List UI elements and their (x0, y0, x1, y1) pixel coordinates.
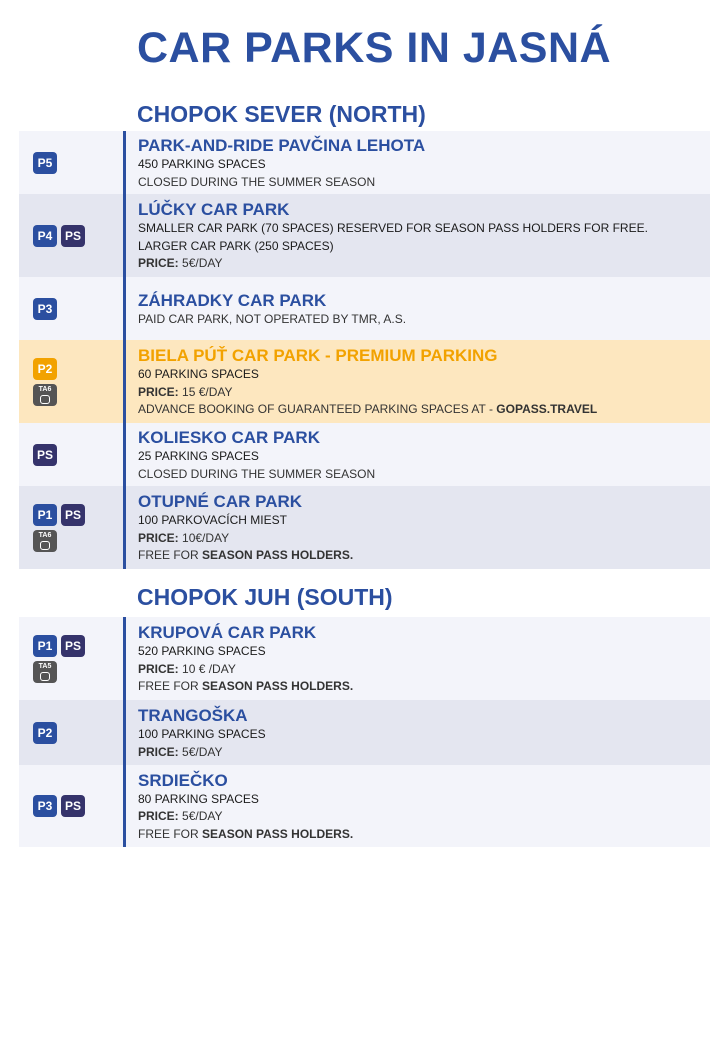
note-text: CLOSED DURING THE SUMMER SEASON (138, 174, 376, 189)
capacity-text: 80 PARKING SPACES (138, 791, 259, 806)
capacity-text: 450 PARKING SPACES (138, 157, 266, 171)
parking-p1-icon: P1 (33, 504, 57, 526)
north-car-park-list (19, 131, 710, 569)
car-park-name: KRUPOVÁ CAR PARK (138, 623, 317, 643)
price-text: PRICE: 10€/DAY (138, 530, 230, 545)
parking-ps-icon: PS (61, 635, 85, 657)
car-park-row (19, 277, 710, 340)
parking-p3-icon: P3 (33, 298, 57, 320)
parking-ps-icon: PS (61, 504, 85, 526)
price-text: PRICE: 15 €/DAY (138, 384, 233, 399)
price-text: PRICE: 10 € /DAY (138, 661, 236, 676)
car-park-row-premium (19, 340, 710, 423)
note-text: FREE FOR SEASON PASS HOLDERS. (138, 679, 354, 694)
bus-stop-ta5-icon: TA5 (33, 661, 57, 683)
price-text: PRICE: 5€/DAY (138, 744, 223, 759)
note-text: FREE FOR SEASON PASS HOLDERS. (138, 548, 354, 563)
note-text: PAID CAR PARK, NOT OPERATED BY TMR, A.S. (138, 311, 407, 326)
note-text: FREE FOR SEASON PASS HOLDERS. (138, 826, 354, 841)
car-park-row (19, 131, 710, 194)
parking-p5-icon: P5 (33, 152, 57, 174)
booking-text: ADVANCE BOOKING OF GUARANTEED PARKING SPACES AT - GOPASS.TRAVEL (138, 402, 598, 417)
car-park-name: OTUPNÉ CAR PARK (138, 492, 303, 512)
car-park-name: TRANGOŠKA (138, 706, 248, 725)
capacity-text: 60 PARKING SPACES (138, 367, 259, 382)
capacity-text: 100 PARKOVACÍCH MIEST (138, 513, 287, 528)
car-park-row (19, 423, 710, 486)
price-text: PRICE: 5€/DAY (138, 809, 223, 824)
capacity-text: 25 PARKING SPACES (138, 449, 259, 463)
capacity-text: LARGER CAR PARK (250 SPACES) (138, 238, 334, 253)
car-park-name: ZÁHRADKY CAR PARK (138, 290, 327, 310)
capacity-text: 100 PARKING SPACES (138, 727, 266, 741)
car-park-name: LÚČKY CAR PARK (138, 200, 290, 220)
parking-p3-icon: P3 (33, 795, 57, 817)
south-car-park-list (19, 617, 710, 847)
capacity-text: 520 PARKING SPACES (138, 644, 266, 659)
parking-p2-icon: P2 (33, 722, 57, 744)
car-park-row (19, 765, 710, 847)
note-text: CLOSED DURING THE SUMMER SEASON (138, 466, 376, 481)
car-park-name: SRDIEČKO (138, 770, 228, 790)
parking-ps-icon: PS (33, 444, 57, 466)
capacity-text: SMALLER CAR PARK (70 SPACES) RESERVED FOR SEASON PASS HOLDERS FOR FREE. (138, 221, 648, 236)
parking-p4-icon: P4 (33, 225, 57, 247)
car-park-row (19, 700, 710, 765)
section-heading-north: CHOPOK SEVER (NORTH) (137, 101, 426, 127)
parking-p1-icon: P1 (33, 635, 57, 657)
gopass-link[interactable]: GOPASS.TRAVEL (496, 402, 598, 417)
bus-stop-ta6-icon: TA6 (33, 530, 57, 552)
car-park-name: PARK-AND-RIDE PAVČINA LEHOTA (138, 136, 426, 155)
car-park-name: KOLIESKO CAR PARK (138, 428, 320, 447)
car-park-row (19, 617, 710, 700)
car-park-name: BIELA PÚŤ CAR PARK - PREMIUM PARKING (138, 346, 498, 366)
bus-stop-ta6-icon: TA6 (33, 384, 57, 406)
page-title: CAR PARKS IN JASNÁ (137, 24, 612, 72)
price-text: PRICE: 5€/DAY (138, 256, 223, 271)
parking-ps-icon: PS (61, 795, 85, 817)
section-heading-south: CHOPOK JUH (SOUTH) (137, 584, 393, 610)
car-park-row (19, 486, 710, 569)
car-park-row (19, 194, 710, 277)
premium-parking-p2-icon: P2 (33, 358, 57, 380)
parking-ps-icon: PS (61, 225, 85, 247)
